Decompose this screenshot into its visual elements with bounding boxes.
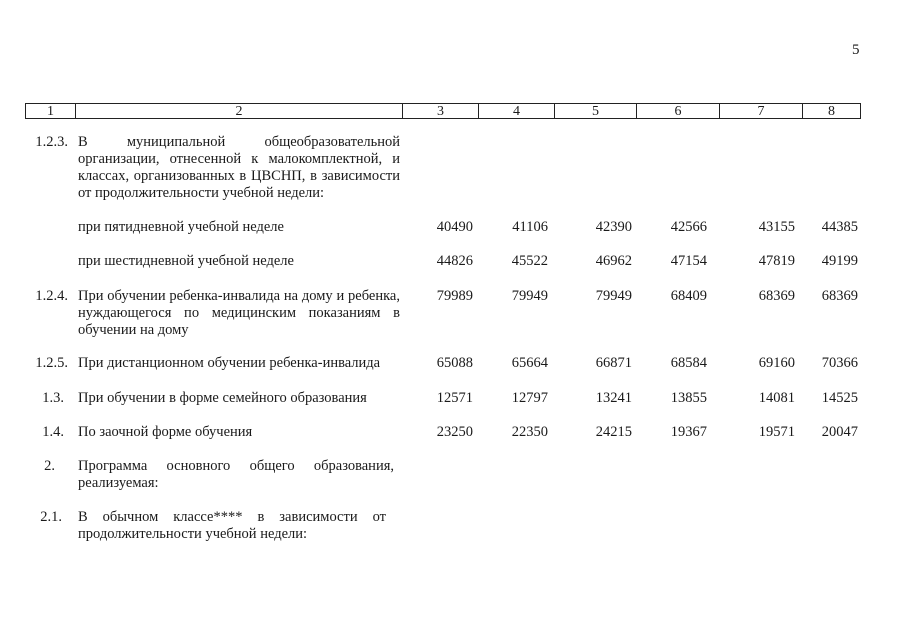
page-number: 5 <box>852 42 860 58</box>
row-number: 1.2.3. <box>35 134 68 150</box>
value-col-4: 45522 <box>511 253 548 269</box>
value-col-8: 44385 <box>821 219 858 235</box>
value-col-4: 65664 <box>511 355 548 371</box>
row-description: при пятидневной учебной неделе <box>78 219 284 235</box>
value-col-6: 13855 <box>670 390 707 406</box>
row-number: 1.2.5. <box>35 355 68 371</box>
value-col-8: 70366 <box>821 355 858 371</box>
row-number: 1.2.4. <box>35 288 68 304</box>
header-col-2: 2 <box>76 104 403 118</box>
value-col-4: 41106 <box>512 219 548 235</box>
value-col-5: 42390 <box>595 219 632 235</box>
row-description: По заочной форме обучения <box>78 424 253 440</box>
row-description: При обучении ребенка-инвалида на дому и ребенка, нуждающегося по медицинским показаниям в обучении на дому <box>78 288 400 338</box>
row-description: В муниципальной общеобразовательной организации, отнесенной к малокомплектной, и классах, организованных в ЦВСНП, в зависимости от продолжительности учебной недели: <box>78 134 400 201</box>
value-col-7: 19571 <box>758 424 795 440</box>
value-col-4: 12797 <box>511 390 548 406</box>
value-col-5: 24215 <box>595 424 632 440</box>
value-col-3: 65088 <box>436 355 473 371</box>
value-col-5: 66871 <box>595 355 632 371</box>
value-col-8: 20047 <box>821 424 858 440</box>
value-col-7: 47819 <box>758 253 795 269</box>
header-col-8: 8 <box>828 104 835 119</box>
header-col-3: 3 <box>403 104 479 118</box>
value-col-6: 19367 <box>670 424 707 440</box>
row-number: 2.1. <box>40 509 62 525</box>
value-col-3: 23250 <box>436 424 473 440</box>
value-col-6: 47154 <box>670 253 707 269</box>
value-col-7: 14081 <box>758 390 795 406</box>
value-col-4: 79949 <box>511 288 548 304</box>
header-col-7: 7 <box>720 104 803 118</box>
value-col-8: 68369 <box>821 288 858 304</box>
row-number: 1.3. <box>42 390 64 406</box>
header-col-6: 6 <box>637 104 720 118</box>
header-col-5: 5 <box>555 104 637 118</box>
row-number: 2. <box>44 458 55 474</box>
value-col-7: 43155 <box>758 219 795 235</box>
row-description: при шестидневной учебной неделе <box>78 253 294 269</box>
row-number: 1.4. <box>42 424 64 440</box>
value-col-3: 40490 <box>436 219 473 235</box>
value-col-7: 69160 <box>758 355 795 371</box>
header-col-1: 1 <box>26 104 76 118</box>
row-description: При обучении в форме семейного образования <box>78 390 367 406</box>
value-col-5: 79949 <box>595 288 632 304</box>
row-description: Программа основного общего образования, реализуемая: <box>78 458 394 491</box>
header-col-4: 4 <box>479 104 555 118</box>
row-description: В обычном классе**** в зависимости от продолжительности учебной недели: <box>78 509 386 542</box>
value-col-5: 13241 <box>595 390 632 406</box>
value-col-5: 46962 <box>595 253 632 269</box>
value-col-3: 44826 <box>436 253 473 269</box>
value-col-6: 42566 <box>670 219 707 235</box>
value-col-8: 14525 <box>821 390 858 406</box>
value-col-6: 68584 <box>670 355 707 371</box>
value-col-7: 68369 <box>758 288 795 304</box>
value-col-8: 49199 <box>821 253 858 269</box>
value-col-3: 12571 <box>436 390 473 406</box>
value-col-6: 68409 <box>670 288 707 304</box>
value-col-4: 22350 <box>511 424 548 440</box>
row-description: При дистанционном обучении ребенка-инвалида <box>78 355 381 371</box>
value-col-3: 79989 <box>436 288 473 304</box>
